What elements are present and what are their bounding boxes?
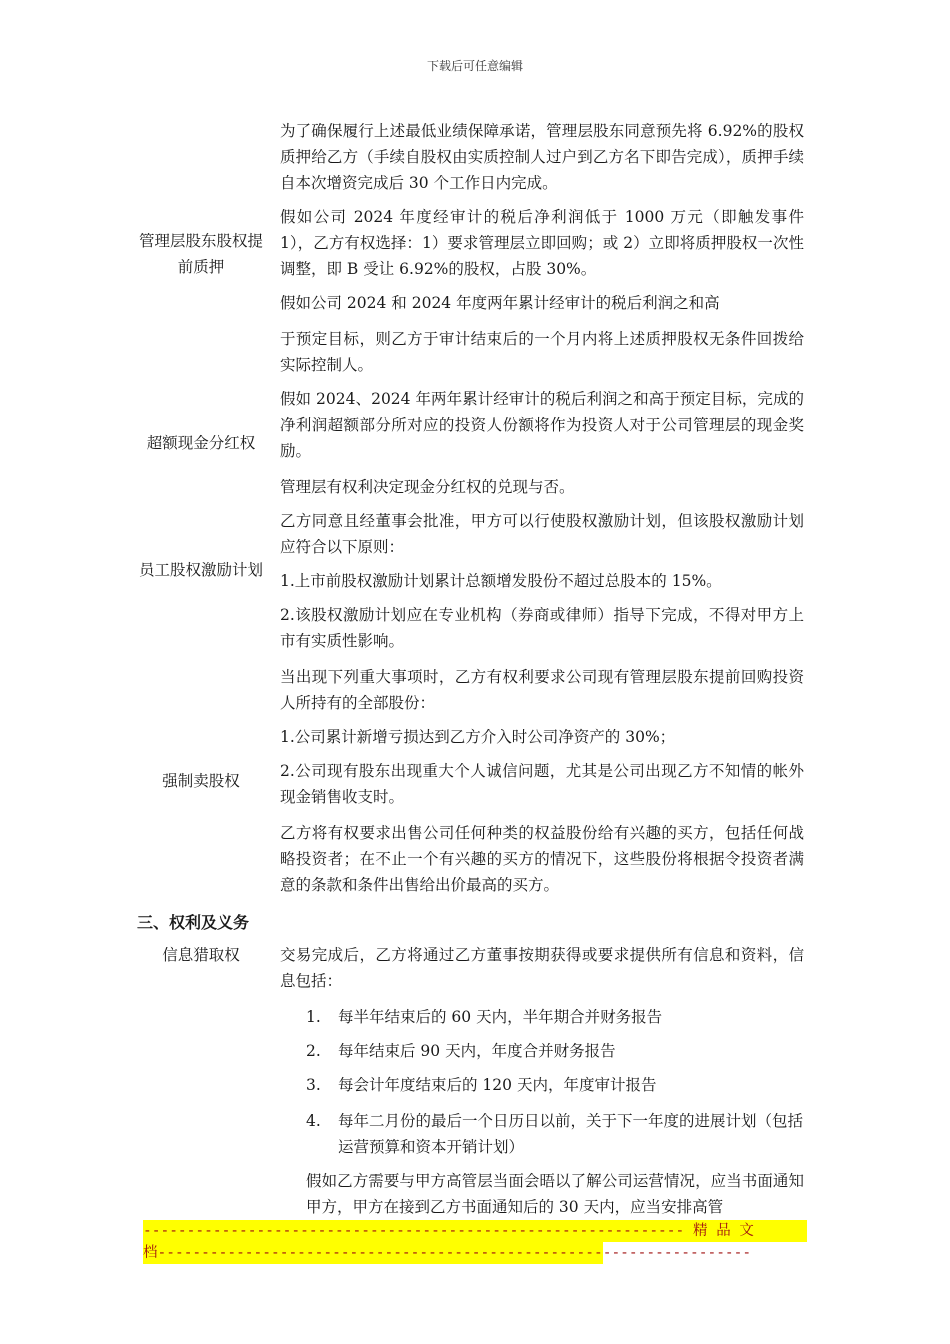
esop-para-2: 1.上市前股权激励计划累计总额增发股份不超过总股本的 15%。 (280, 572, 722, 590)
pledge-para-3: 假如公司 2024 和 2024 年度两年累计经审计的税后利润之和高 (280, 294, 720, 312)
esop-para-1: 乙方同意且经董事会批准，甲方可以行使股权激励计划，但该股权激励计划应符合以下原则： (280, 512, 804, 556)
row-label-info-rights: 信息猎取权 (162, 946, 240, 964)
list-text: 每年二月份的最后一个日历日以前，关于下一年度的进展计划（包括运营预算和资本开销计划） (338, 1112, 804, 1156)
row-label-dividend: 超额现金分红权 (146, 434, 256, 452)
drag-para-4: 乙方将有权要求出售公司任何种类的权益股份给有兴趣的买方，包括任何战略投资者；在不止一个有兴趣的买方的情况下，这些股份将根据令投资者满意的条款和条件出售给出价最高的买方。 (280, 824, 804, 894)
dividend-para-1: 假如 2024、2024 年两年累计经审计的税后利润之和高于预定目标，完成的净利润超额部分所对应的投资人份额将作为投资人对于公司管理层的现金奖励。 (280, 390, 804, 460)
pledge-para-2: 假如公司 2024 年度经审计的税后净利润低于 1000 万元（即触发事件 1），乙方有权选择：1）要求管理层立即回购；或 2）立即将质押股权一次性调整，即 B 受让 6.92%的股权，占股 30%。 (280, 208, 804, 278)
list-number: 1. (306, 1008, 321, 1026)
esop-para-3: 2.该股权激励计划应在专业机构（券商或律师）指导下完成，不得对甲方上市有实质性影响。 (280, 606, 804, 650)
footer-banner-line-2: 档-------------------------------------------------------------------- (143, 1242, 603, 1264)
pledge-para-4: 于预定目标，则乙方于审计结束后的一个月内将上述质押股权无条件回拨给实际控制人。 (280, 330, 804, 374)
row-label-pledge: 管理层股东股权提前质押 (138, 232, 263, 276)
list-number: 3. (306, 1076, 321, 1094)
drag-para-1: 当出现下列重大事项时，乙方有权利要求公司现有管理层股东提前回购投资人所持有的全部股份： (280, 668, 804, 712)
info-closing: 假如乙方需要与甲方高管层当面会晤以了解公司运营情况，应当书面通知甲方，甲方在接到乙方书面通知后的 30 天内，应当安排高管 (306, 1172, 804, 1216)
section-title: 三、权利及义务 (137, 913, 250, 932)
list-number: 4. (306, 1112, 321, 1130)
list-number: 2. (306, 1042, 321, 1060)
info-intro: 交易完成后，乙方将通过乙方董事按期获得或要求提供所有信息和资料，信息包括： (280, 946, 804, 990)
drag-para-3: 2.公司现有股东出现重大个人诚信问题，尤其是公司出现乙方不知情的帐外现金销售收支时。 (280, 762, 804, 806)
row-label-drag-along: 强制卖股权 (162, 772, 240, 790)
footer-banner-line-1: -------------------------------------------------------------- 精 品 文 (143, 1220, 807, 1242)
pledge-para-1: 为了确保履行上述最低业绩保障承诺，管理层股东同意预先将 6.92%的股权质押给乙方（手续自股权由实质控制人过户到乙方名下即告完成），质押手续自本次增资完成后 30 个工作日内完成。 (280, 122, 804, 192)
list-text: 每半年结束后的 60 天内，半年期合并财务报告 (338, 1008, 663, 1026)
list-text: 每年结束后 90 天内，年度合并财务报告 (338, 1042, 616, 1060)
header-note: 下载后可任意编辑 (426, 59, 523, 73)
drag-para-2: 1.公司累计新增亏损达到乙方介入时公司净资产的 30%； (280, 728, 676, 746)
row-label-esop: 员工股权激励计划 (138, 561, 263, 579)
list-text: 每会计年度结束后的 120 天内，年度审计报告 (338, 1076, 657, 1094)
dividend-para-2: 管理层有权利决定现金分红权的兑现与否。 (280, 478, 575, 496)
